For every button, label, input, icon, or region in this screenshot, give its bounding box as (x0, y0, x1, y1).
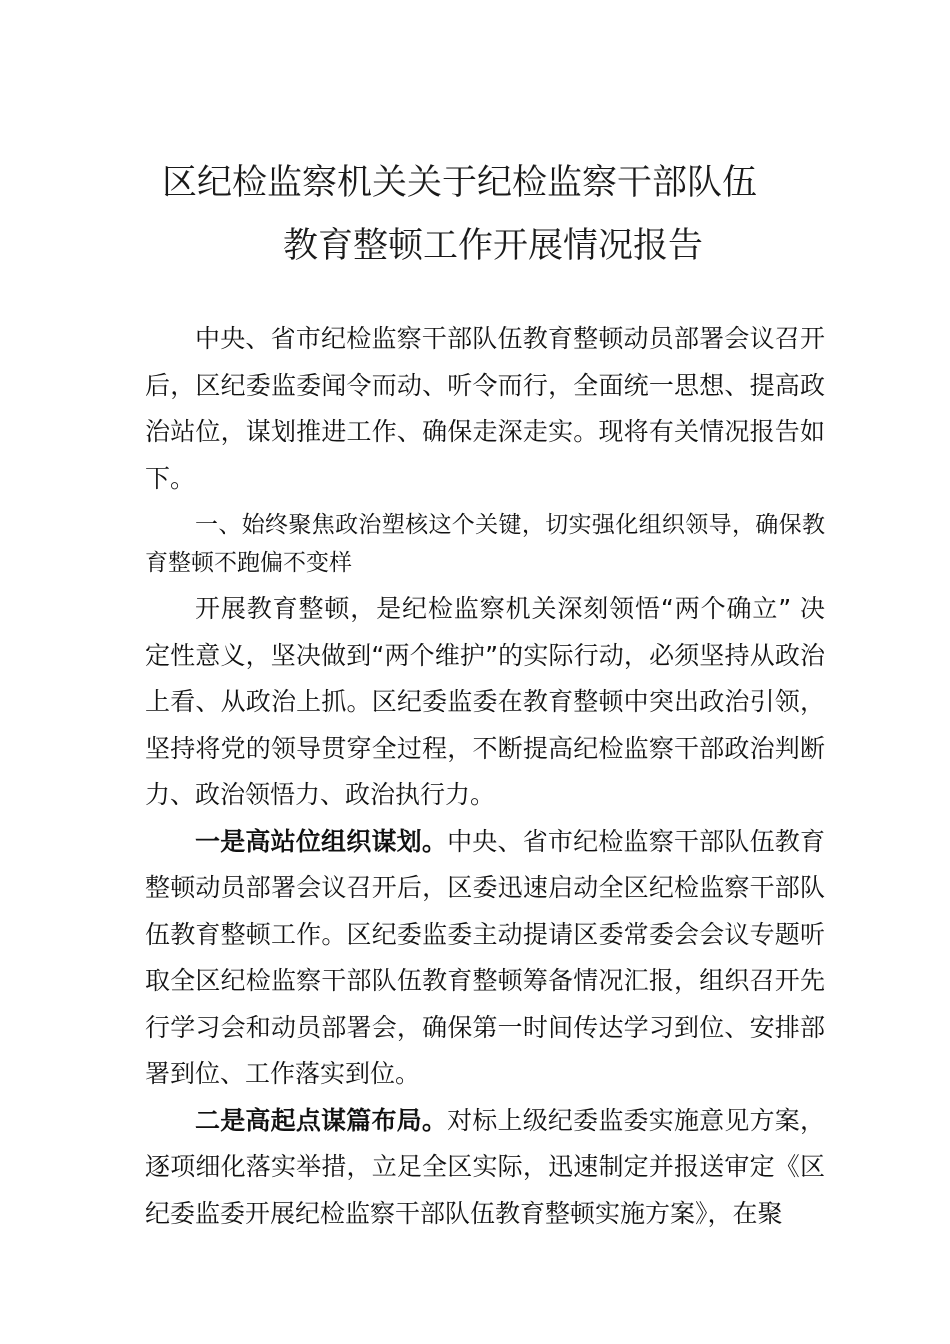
point-1-lead: 一是高站位组织谋划。 (195, 826, 448, 856)
point-1-paragraph (145, 819, 825, 1098)
point-1-text: 中央、省市纪检监察干部队伍教育整顿动员部署会议召开后，区委迅速启动全区纪检监察干部队伍教育整顿工作。区纪委监委主动提请区委常委会会议专题听取全区纪检监察干部队伍教育整顿筹备情况汇报，组织召开先行学习会和动员部署会，确保第一时间传达学习到位、安排部署到位、工作落实到位。 (145, 826, 825, 1088)
document-body (145, 316, 825, 1237)
document-title-line-2: 教育整顿工作开展情况报告 (283, 226, 704, 266)
document-title-line-1: 区纪检监察机关关于纪检监察干部队伍 (162, 163, 758, 203)
intro-paragraph: 中央、省市纪检监察干部队伍教育整顿动员部署会议召开后，区纪委监委闻令而动、听令而行，全面统一思想、提高政治站位，谋划推进工作、确保走深走实。现将有关情况报告如下。 (145, 324, 825, 493)
point-2-paragraph (145, 1098, 825, 1238)
point-2-text: 对标上级纪委监委实施意见方案，逐项细化落实举措，立足全区实际，迅速制定并报送审定《区纪委监委开展纪检监察干部队伍教育整顿实施方案》，在聚 (145, 1105, 825, 1228)
section-heading-1: 一、始终聚焦政治塑核这个关键，切实强化组织领导，确保教育整顿不跑偏不变样 (145, 512, 825, 576)
section-1-paragraph: 开展教育整顿，是纪检监察机关深刻领悟“两个确立” 决定性意义，坚决做到“两个维护”的实际行动，必须坚持从政治上看、从政治上抓。区纪委监委在教育整顿中突出政治引领，坚持将党的领导贯穿全过程，不断提高纪检监察干部政治判断力、政治领悟力、政治执行力。 (145, 594, 825, 809)
point-2-lead: 二是高起点谋篇布局。 (195, 1105, 448, 1135)
